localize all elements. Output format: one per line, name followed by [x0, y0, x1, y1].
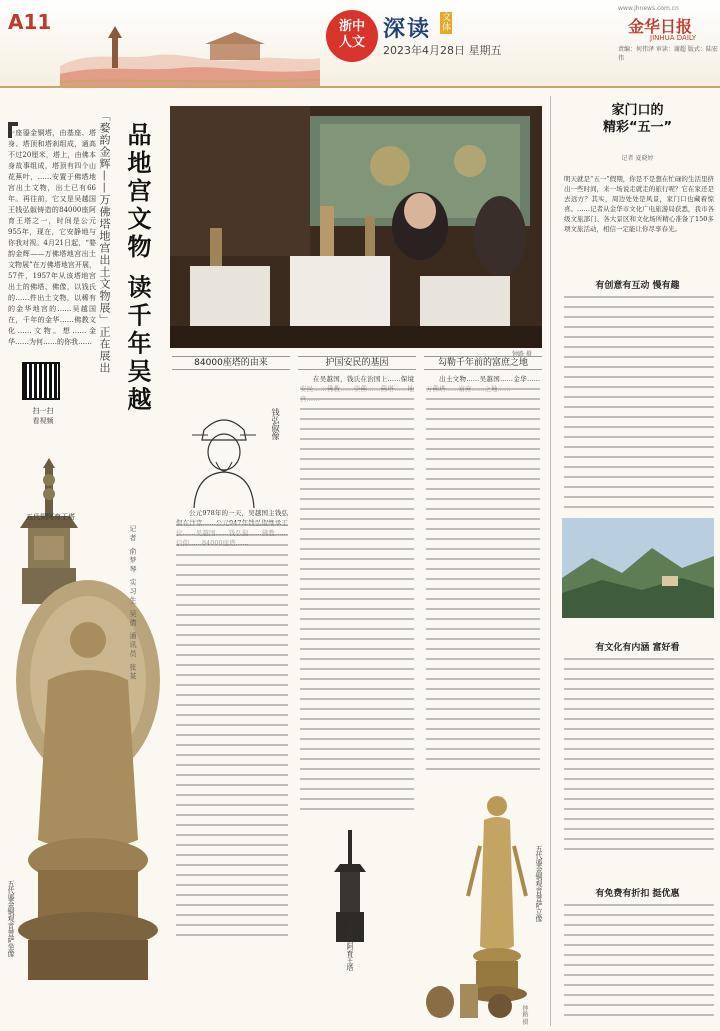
- badge-text: 浙中 人文: [338, 19, 365, 50]
- column-badge: [326, 10, 378, 62]
- caption-tower: 五代铜阿育王塔: [346, 922, 354, 971]
- column-body-1: 公元978年的一天，吴越国主钱弘: [189, 509, 288, 517]
- artifact-group-image: [420, 962, 520, 1022]
- qr-label: 扫一扫 看视频: [32, 407, 54, 425]
- side-subhead-3: 有免费有折扣 挺优惠: [595, 889, 680, 899]
- column-body-2: 在吴越国，钱氏在治国上……保境: [313, 375, 414, 383]
- side-text-block-1: [564, 294, 714, 514]
- qr-code-icon[interactable]: [22, 362, 60, 400]
- column-lines-1: [176, 522, 288, 942]
- side-text-block-2: [564, 656, 714, 852]
- issue-date: 2023年4月28日 星期五: [383, 44, 502, 57]
- section-title: 深读: [383, 17, 432, 42]
- caption-small-pagoda: 五代铜阿育王塔: [26, 513, 75, 521]
- city-skyline-art: [60, 20, 320, 88]
- side-article-lead: 明天就是“五一”假期，你是不是想在忙碌的生活里挤出一些时间，来一场说走就走的旅行呢？它在家还是去远方？其实，周边处处是风景，家门口也藏着惊喜。……记者从金华市文化广电旅游局获悉，我市各级文旅部门、各大景区和文化场所精心准备了150多项文旅活动，相信一定能让你尽享春光。: [564, 175, 714, 233]
- landscape-photo: [562, 518, 714, 618]
- side-article-title: 家门口的 精彩“五一”: [602, 103, 673, 135]
- side-subhead-1: 有创意有互动 慢有趣: [595, 281, 680, 291]
- side-subhead-2: 有文化有内涵 富好看: [595, 643, 680, 653]
- photo-credit: 钟路 摄: [512, 351, 532, 358]
- page-number: A11: [8, 10, 52, 34]
- section-tag: 文体: [442, 13, 452, 33]
- website-url: www.jhnews.com.cn: [618, 5, 679, 12]
- caption-bodhisattva: 五代鎏金铜观音菩萨坐像: [7, 880, 15, 957]
- column-divider: [550, 96, 551, 1026]
- side-article-byline: 记者 夏晓婷: [621, 155, 654, 162]
- column-lines-2: [300, 386, 414, 816]
- bottom-photo-credit: 钟路 摄: [521, 1005, 528, 1025]
- newspaper-name: 金华日报: [628, 17, 693, 36]
- column-lines-3: [426, 386, 540, 776]
- article-byline: 记者 俞梦琴 实习生 吴倩 通讯员 张某: [129, 525, 137, 682]
- column-head-3: 勾勒千年前的富庶之地: [424, 356, 542, 370]
- column-body-3: 出土文物……吴越国……金华……: [439, 375, 540, 383]
- column-head-1: 84000座塔的由来: [172, 356, 290, 370]
- caption-standing-statue: 五代鎏金铜观音菩萨立像: [535, 845, 543, 922]
- editor-credits: 责编：何伟泽 审读：谢超 版式：陆宏伟: [618, 46, 718, 62]
- article-title: 品地宫文物 读千年吴越: [123, 122, 151, 415]
- intro-text: 一座鎏金铜塔，由基座、塔身、塔顶和塔刹组成，通高不过20厘米，塔上，由佛本身故事组成，塔顶有四个山花蕉叶，……安置于佛塔地宫出土文物，出土已有66年。再往前，它又是吴越国王钱弘俶铸造的84000座阿育王塔之一，时间是公元955年，现在，它安静地与你我对视。4月21日起，“婺韵金辉——万佛塔地宫出土文物展”在万佛塔地宫开展，57件，1957年从该塔地宫出土的佛塔、佛像，以钱氏的……件出土文物，以稀有的金华地宫的……吴越国在，千年的金华……佛教文化……文物。想……金华……为何……的你我……: [8, 129, 96, 346]
- bodhisattva-statue-image: [8, 570, 168, 990]
- page-header: [0, 0, 720, 88]
- article-subtitle: 「婺韵金辉——万佛塔地宫出土文物展」正在展出: [98, 110, 111, 374]
- column-head-2: 护国安民的基因: [298, 356, 416, 370]
- king-portrait-sketch: [184, 410, 264, 510]
- side-text-block-3: [564, 902, 714, 1022]
- newspaper-name-en: JINHUA DAILY: [650, 34, 697, 42]
- king-portrait-caption: 钱弘俶像: [271, 408, 280, 440]
- exhibition-photo: [170, 106, 542, 348]
